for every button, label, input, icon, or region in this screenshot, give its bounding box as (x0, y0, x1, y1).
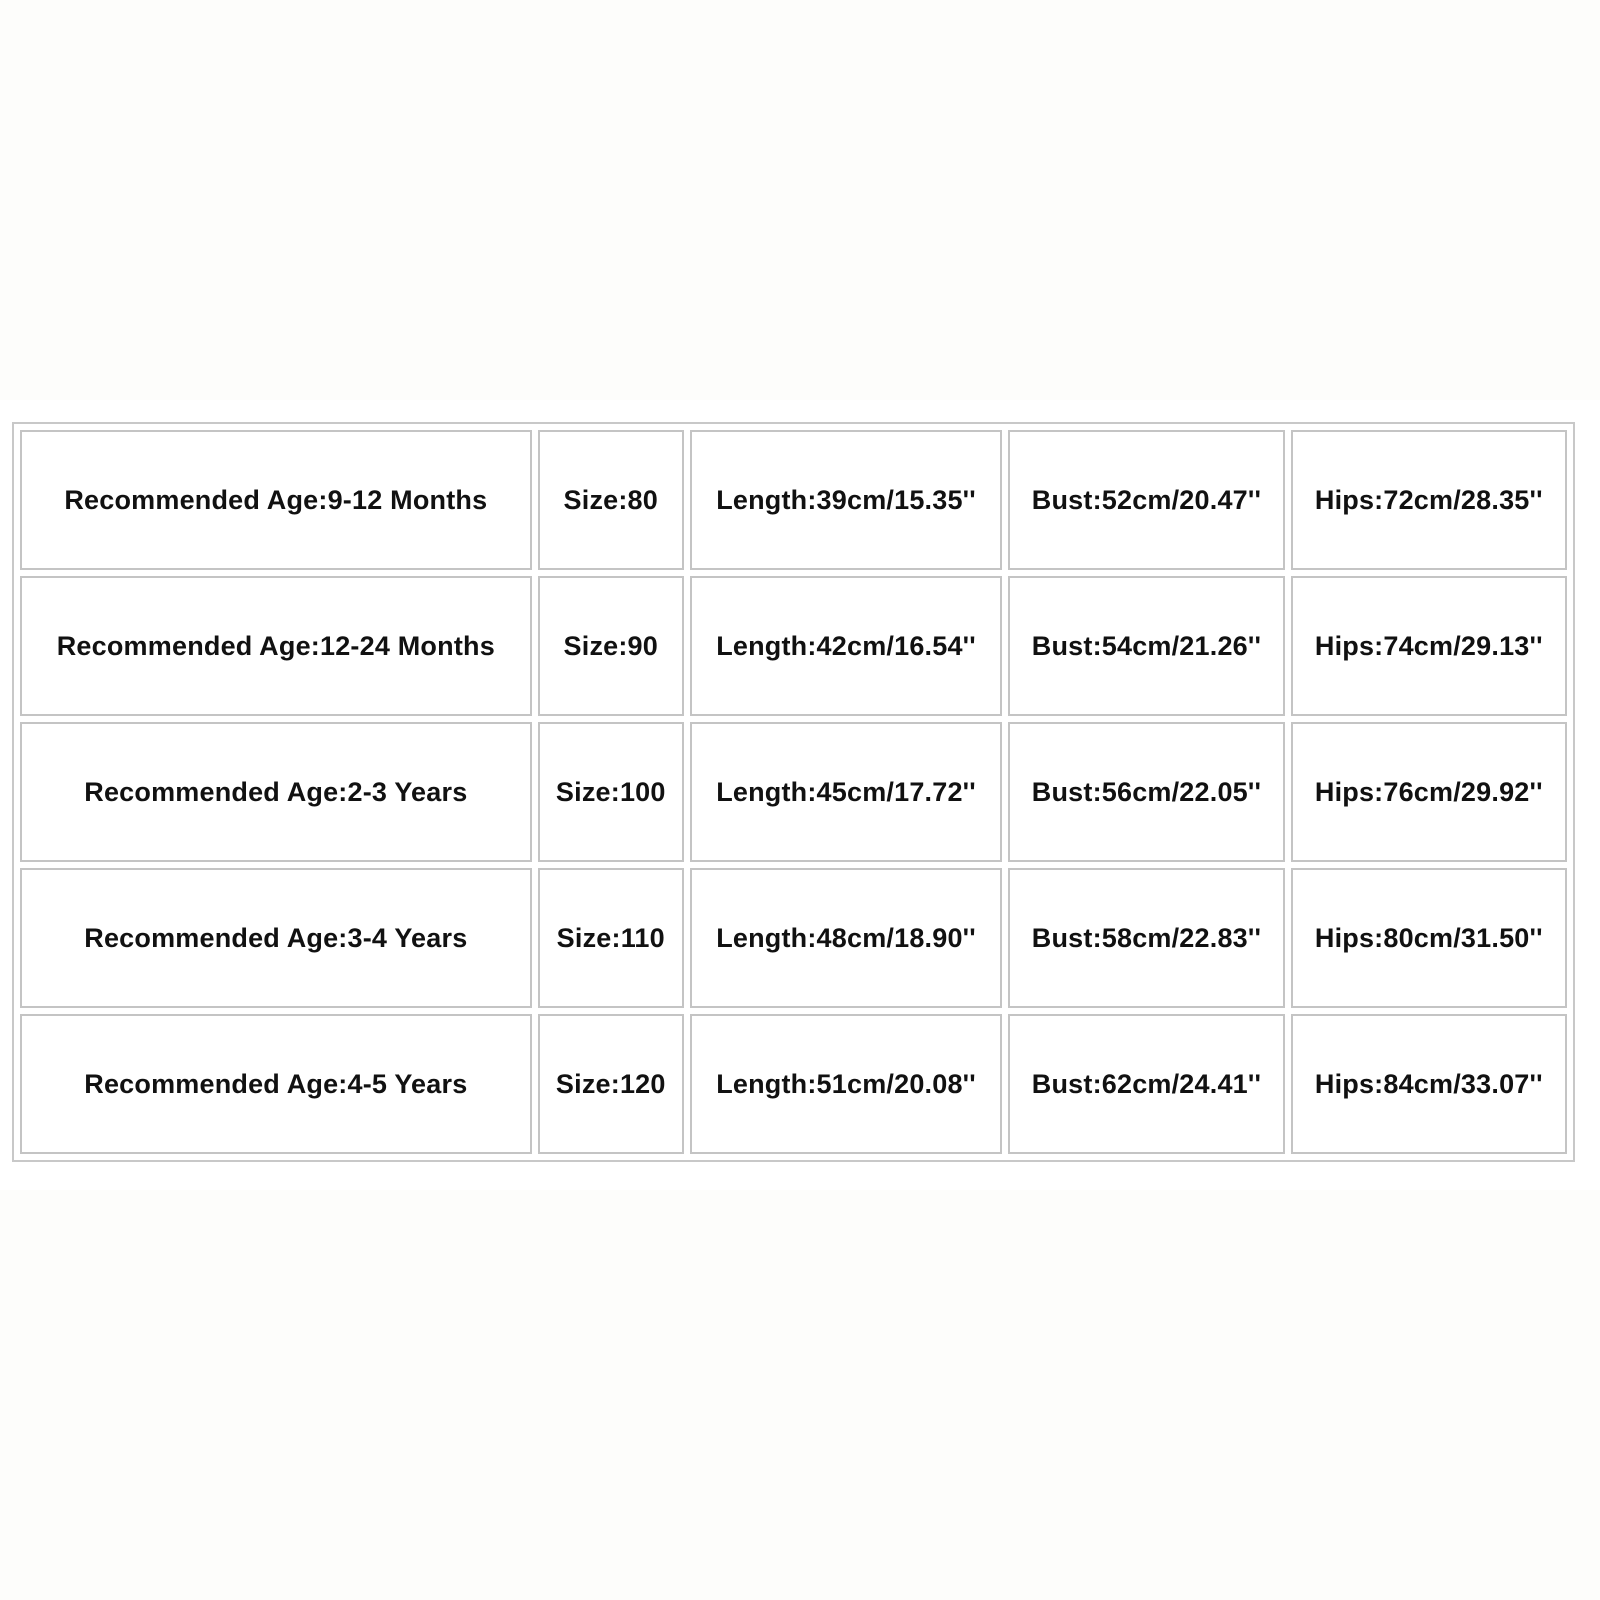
table-row (20, 868, 1567, 1008)
age-cell: Recommended Age:2-3 Years (20, 722, 532, 862)
size-cell: Size:80 (538, 430, 684, 570)
bust-cell: Bust:52cm/20.47'' (1008, 430, 1284, 570)
table-row (20, 1014, 1567, 1154)
hips-cell: Hips:84cm/33.07'' (1291, 1014, 1567, 1154)
hips-cell: Hips:74cm/29.13'' (1291, 576, 1567, 716)
age-cell: Recommended Age:12-24 Months (20, 576, 532, 716)
age-cell: Recommended Age:3-4 Years (20, 868, 532, 1008)
table-row (20, 430, 1567, 570)
length-cell: Length:45cm/17.72'' (690, 722, 1002, 862)
bust-cell: Bust:56cm/22.05'' (1008, 722, 1284, 862)
age-cell: Recommended Age:9-12 Months (20, 430, 532, 570)
size-cell: Size:120 (538, 1014, 684, 1154)
bust-cell: Bust:54cm/21.26'' (1008, 576, 1284, 716)
age-cell: Recommended Age:4-5 Years (20, 1014, 532, 1154)
size-cell: Size:110 (538, 868, 684, 1008)
bust-cell: Bust:62cm/24.41'' (1008, 1014, 1284, 1154)
table-row (20, 576, 1567, 716)
length-cell: Length:51cm/20.08'' (690, 1014, 1002, 1154)
hips-cell: Hips:72cm/28.35'' (1291, 430, 1567, 570)
length-cell: Length:39cm/15.35'' (690, 430, 1002, 570)
hips-cell: Hips:76cm/29.92'' (1291, 722, 1567, 862)
bust-cell: Bust:58cm/22.83'' (1008, 868, 1284, 1008)
size-cell: Size:100 (538, 722, 684, 862)
size-chart-table (12, 422, 1575, 1162)
hips-cell: Hips:80cm/31.50'' (1291, 868, 1567, 1008)
table-row (20, 722, 1567, 862)
size-cell: Size:90 (538, 576, 684, 716)
length-cell: Length:48cm/18.90'' (690, 868, 1002, 1008)
length-cell: Length:42cm/16.54'' (690, 576, 1002, 716)
